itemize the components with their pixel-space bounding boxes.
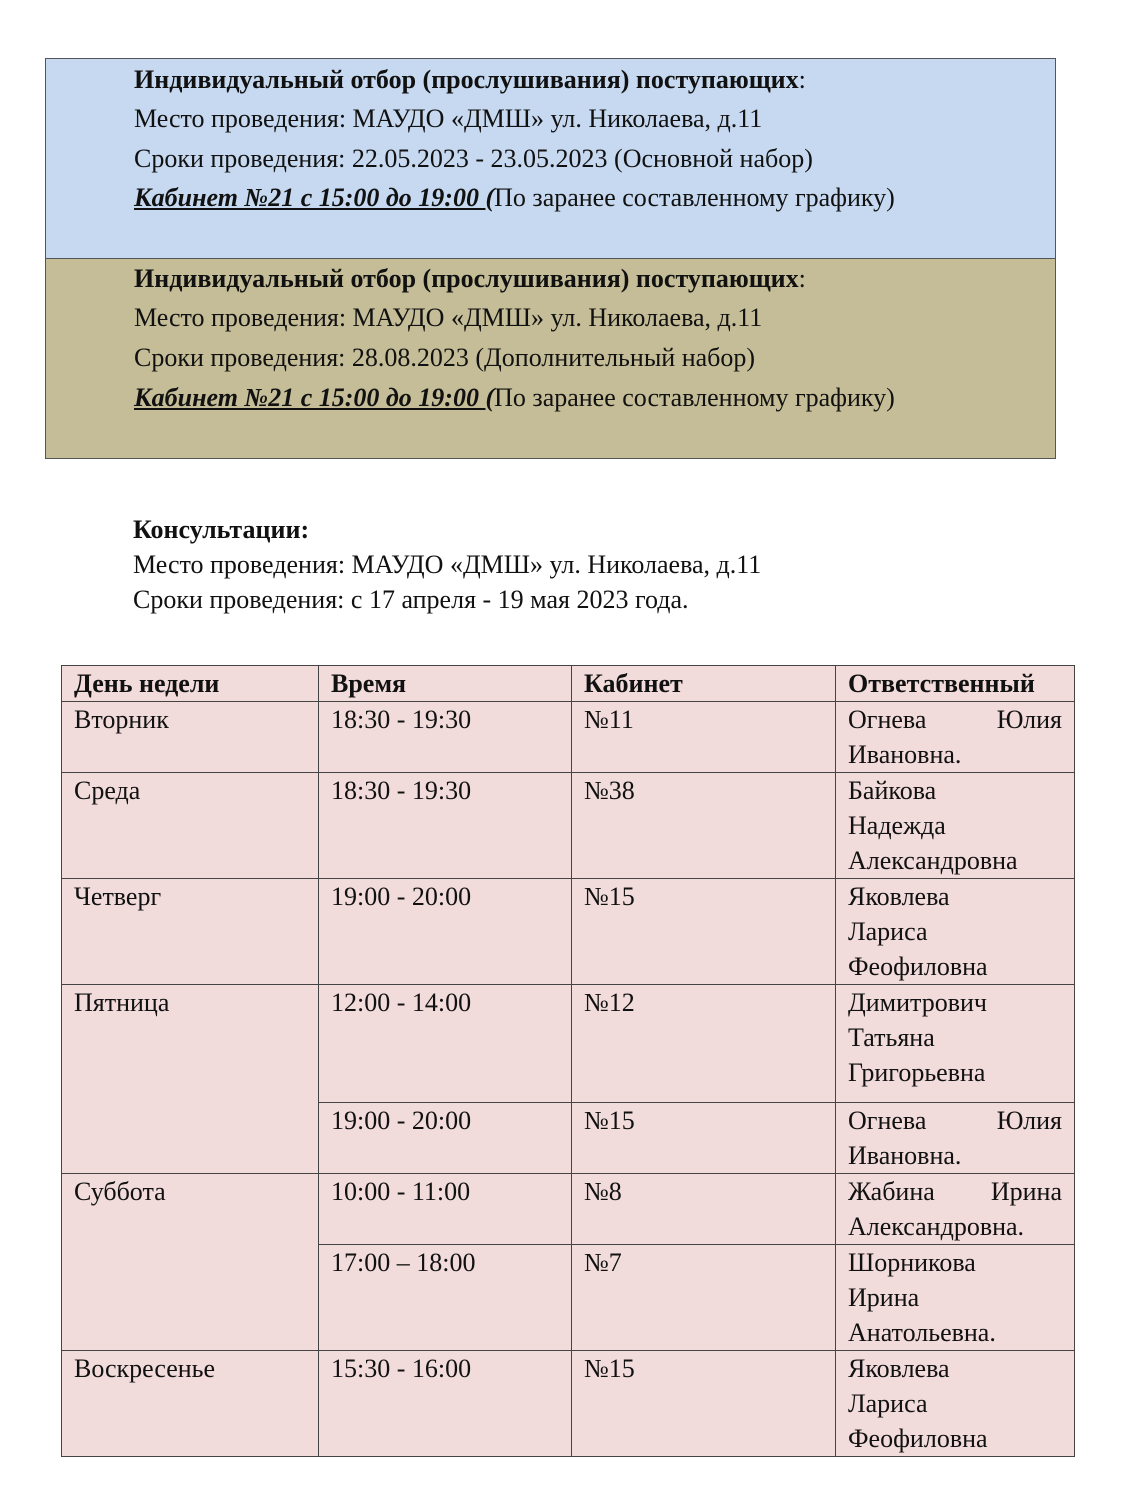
audition-main-room-note: По заранее составленному графику) [494,183,895,212]
cell-day: Четверг [62,879,319,985]
cell-time: 19:00 - 20:00 [319,1103,572,1174]
audition-extra-place: Место проведения: МАУДО «ДМШ» ул. Николаева, д.11 [134,303,763,332]
audition-extra-room: Кабинет №21 с 15:00 до 19:00 ( [134,383,495,412]
cell-day: Среда [62,773,319,879]
audition-extra-dates: Сроки проведения: 28.08.2023 (Дополнительный набор) [134,343,756,372]
person-line: Феофиловна [848,952,988,981]
cell-responsible [836,1103,1075,1174]
audition-extra-room-note: По заранее составленному графику) [494,383,895,412]
person-line: Шорникова [848,1248,976,1277]
person-line: Ивановна. [848,740,962,769]
audition-main-room: Кабинет №21 с 15:00 до 19:00 ( [134,183,495,212]
cell-responsible [836,879,1075,985]
consultations-section [133,512,761,617]
cell-room: №15 [572,879,836,985]
header-responsible: Ответственный [836,666,1075,702]
person-line: Ивановна. [848,1141,962,1170]
cell-time: 12:00 - 14:00 [319,985,572,1103]
table-row [62,773,1075,879]
person-line: Огнева Юлия [848,705,1062,734]
cell-time: 18:30 - 19:30 [319,773,572,879]
person-line: Димитрович [848,988,987,1017]
table-row [62,879,1075,985]
consultations-place: Место проведения: МАУДО «ДМШ» ул. Николаева, д.11 [133,550,762,579]
person-line: Феофиловна [848,1424,988,1453]
cell-responsible [836,702,1075,773]
person-line: Анатольевна. [848,1318,996,1347]
header-room: Кабинет [572,666,836,702]
person-line: Лариса [848,917,928,946]
heading-colon: : [798,65,806,94]
cell-day: Пятница [62,985,319,1174]
audition-main-place: Место проведения: МАУДО «ДМШ» ул. Николаева, д.11 [134,104,763,133]
audition-extra-heading: Индивидуальный отбор (прослушивания) поступающих [134,264,799,293]
person-line: Татьяна [848,1023,935,1052]
consultations-heading: Консультации: [133,515,310,544]
table-row [62,985,1075,1103]
cell-room: №15 [572,1351,836,1457]
cell-responsible [836,1245,1075,1351]
cell-room: №7 [572,1245,836,1351]
cell-time: 10:00 - 11:00 [319,1174,572,1245]
audition-extra-box [45,258,1056,459]
cell-day: Воскресенье [62,1351,319,1457]
person-line: Александровна. [848,1212,1025,1241]
cell-day: Вторник [62,702,319,773]
person-line: Григорьевна [848,1058,986,1087]
audition-main-heading-line [134,65,806,95]
person-line: Надежда [848,811,946,840]
cell-responsible [836,1174,1075,1245]
table-row [62,1174,1075,1245]
person-line: Лариса [848,1389,928,1418]
header-time: Время [319,666,572,702]
person-line: Александровна [848,846,1018,875]
cell-room: №38 [572,773,836,879]
table-row [62,702,1075,773]
cell-time: 18:30 - 19:30 [319,702,572,773]
heading-colon: : [798,264,806,293]
table-row [62,1351,1075,1457]
audition-extra-room-line [134,383,895,413]
cell-time: 17:00 – 18:00 [319,1245,572,1351]
consultation-schedule-table [61,665,1075,1457]
cell-room: №12 [572,985,836,1103]
header-day: День недели [62,666,319,702]
cell-room: №11 [572,702,836,773]
cell-room: №15 [572,1103,836,1174]
table-header-row [62,666,1075,702]
consultations-dates: Сроки проведения: с 17 апреля - 19 мая 2023 года. [133,585,689,614]
person-line: Огнева Юлия [848,1106,1062,1135]
person-line: Яковлева [848,1354,950,1383]
cell-day: Суббота [62,1174,319,1351]
cell-room: №8 [572,1174,836,1245]
audition-main-box [45,58,1056,259]
person-line: Ирина [848,1283,920,1312]
cell-responsible [836,1351,1075,1457]
cell-time: 15:30 - 16:00 [319,1351,572,1457]
person-line: Яковлева [848,882,950,911]
person-line: Жабина Ирина [848,1177,1062,1206]
cell-time: 19:00 - 20:00 [319,879,572,985]
audition-main-room-line [134,183,895,213]
person-line: Байкова [848,776,937,805]
cell-responsible [836,773,1075,879]
cell-responsible [836,985,1075,1103]
audition-main-heading: Индивидуальный отбор (прослушивания) поступающих [134,65,799,94]
audition-main-dates: Сроки проведения: 22.05.2023 - 23.05.2023 (Основной набор) [134,144,813,173]
audition-extra-heading-line [134,264,806,294]
